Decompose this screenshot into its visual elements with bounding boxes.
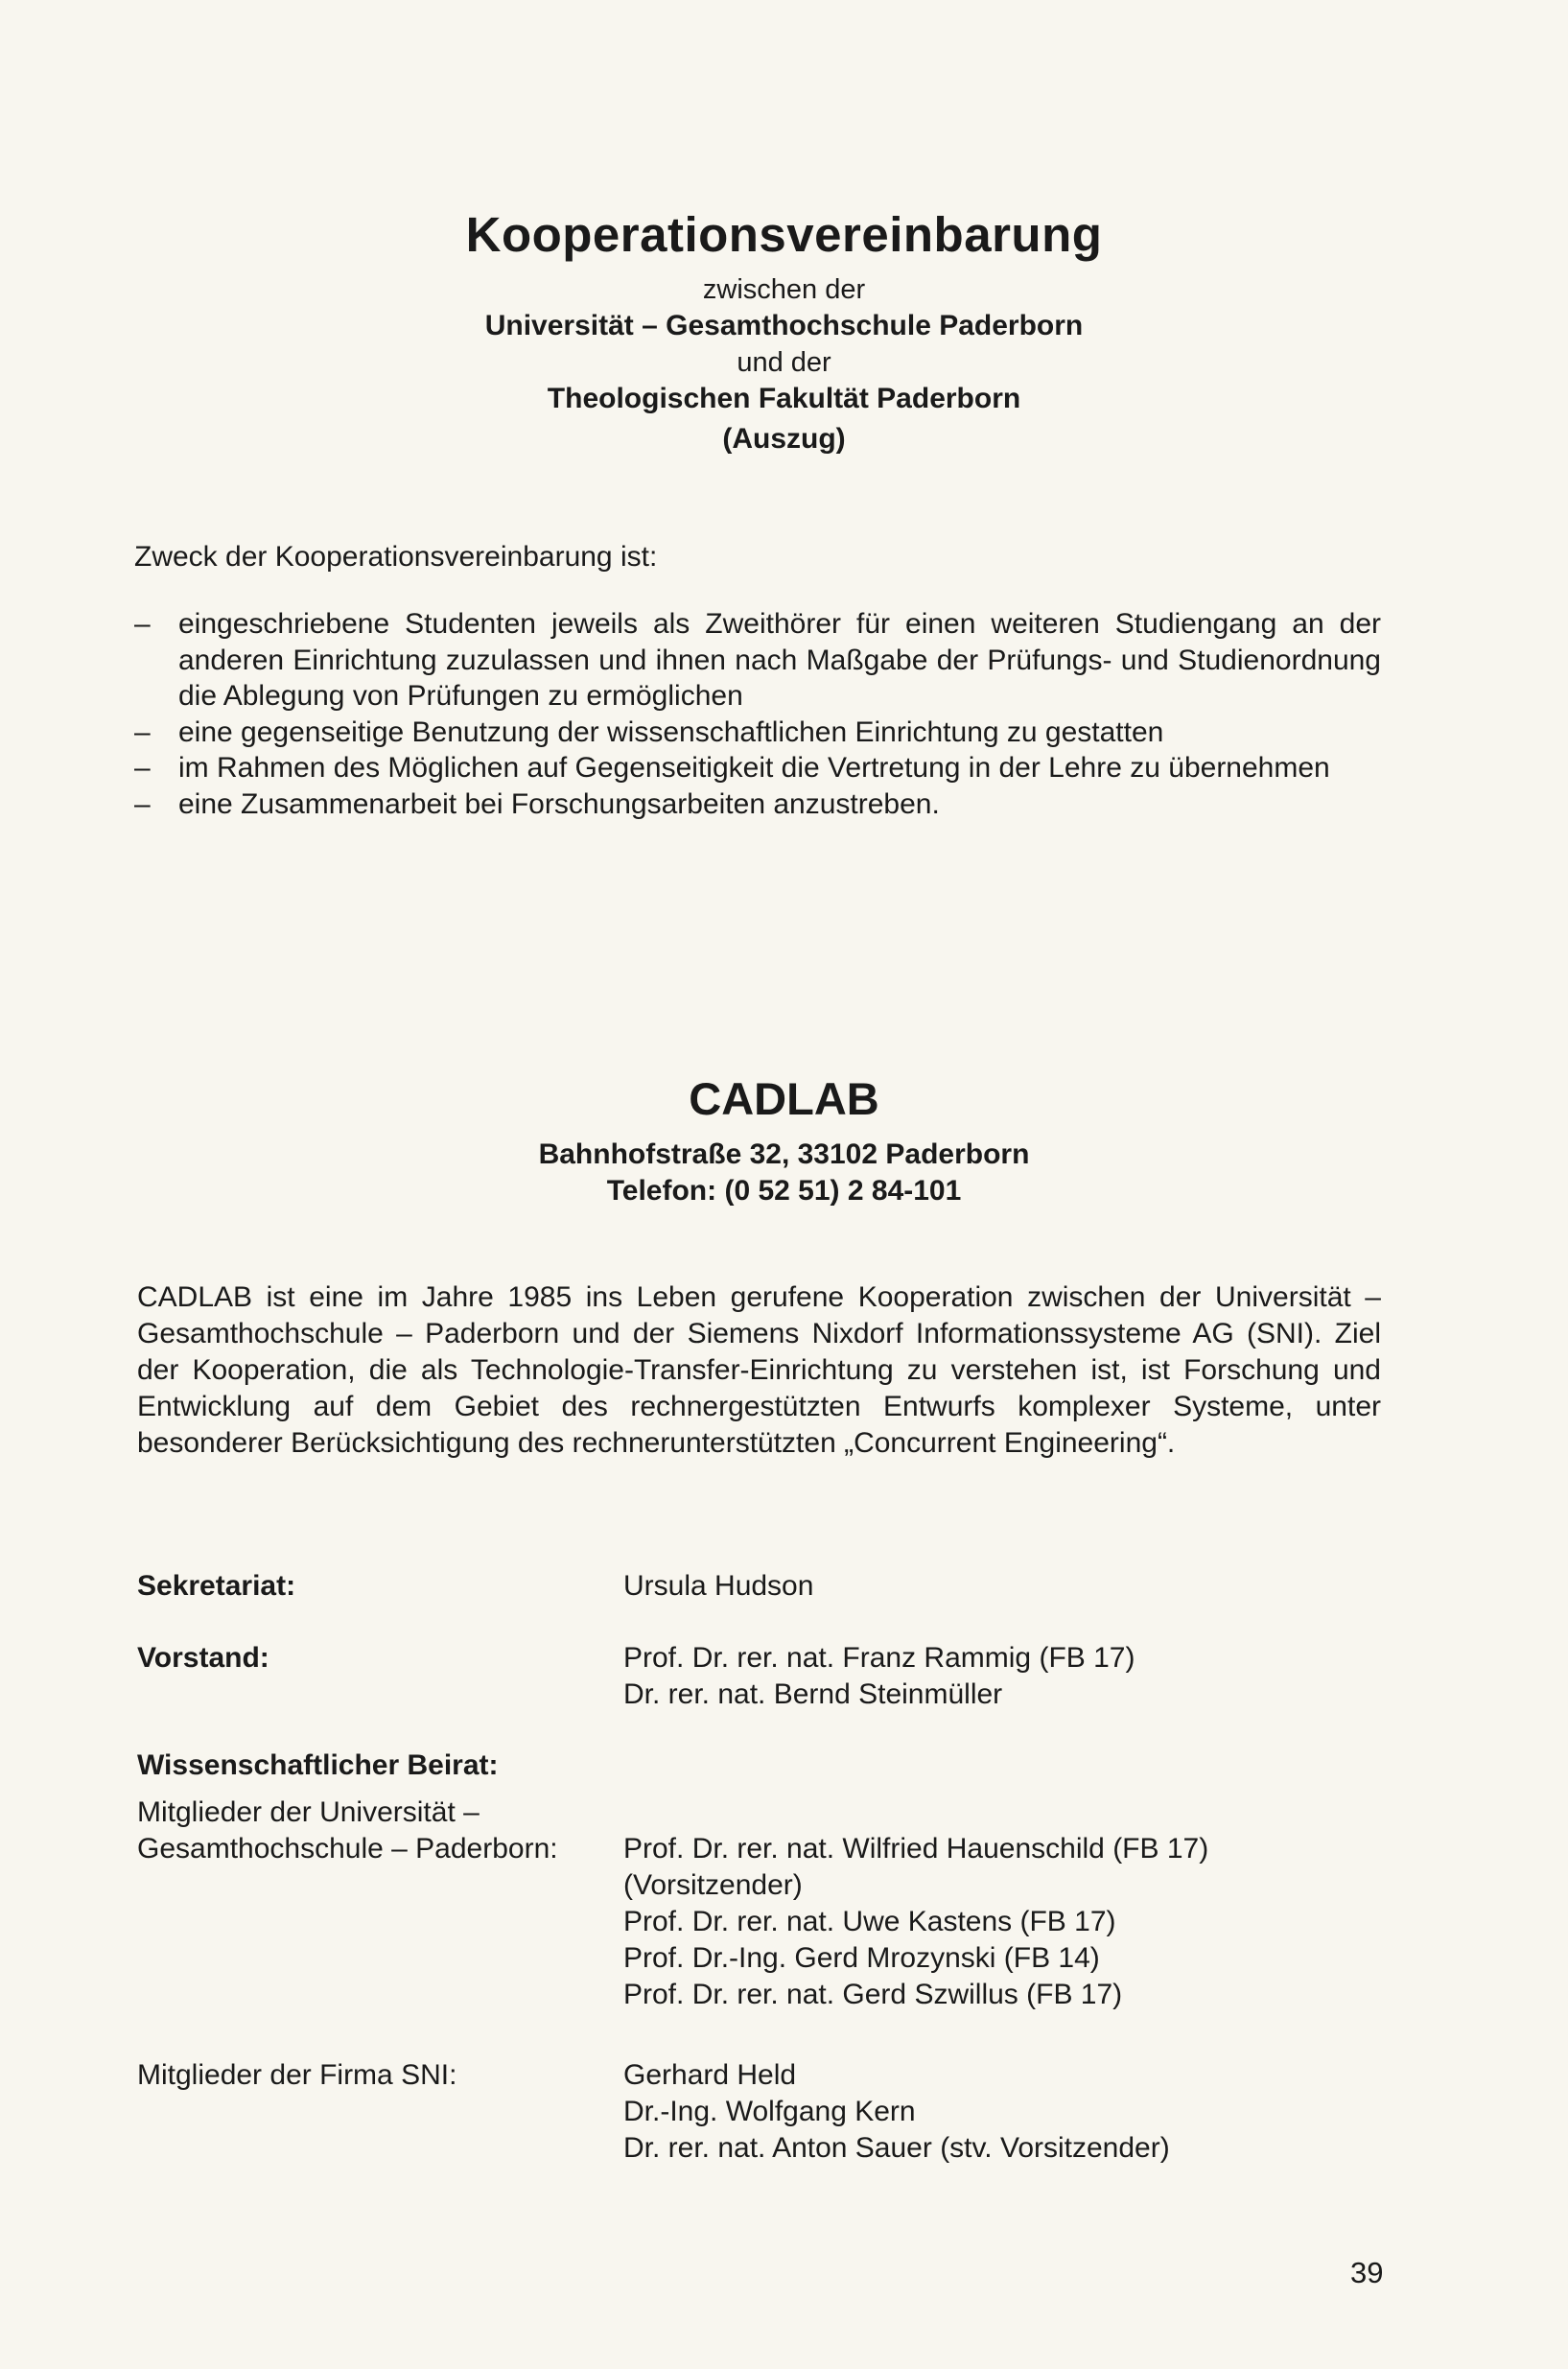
- agreement-line-3: und der: [737, 347, 831, 378]
- agreement-line-5: (Auszug): [722, 423, 846, 455]
- uni-members-label: Mitglieder der Universität – Gesamthochschule – Paderborn:: [137, 1796, 558, 1865]
- vorstand-list: [623, 1640, 1135, 1713]
- sni-members-label: Mitglieder der Firma SNI:: [137, 2059, 457, 2091]
- list-item: Dr.-Ing. Wolfgang Kern: [623, 2096, 916, 2127]
- list-item: – im Rahmen des Möglichen auf Gegenseitigkeit die Vertretung in der Lehre zu übernehmen: [134, 752, 1330, 784]
- page-number: 39: [1350, 2256, 1384, 2289]
- cadlab-title: CADLAB: [689, 1073, 879, 1124]
- agreement-line-1: zwischen der: [702, 274, 866, 305]
- vorstand-member: Prof. Dr. rer. nat. Franz Rammig (FB 17): [623, 1642, 1135, 1674]
- list-item: (Vorsitzender): [623, 1869, 803, 1901]
- list-item: – eine Zusammenarbeit bei Forschungsarbeiten anzustreben.: [134, 787, 940, 820]
- cadlab-description: CADLAB ist eine im Jahre 1985 ins Leben gerufene Kooperation zwischen der Universität – Gesamthochschule – Paderborn und der Siemens Nixdorf Informationssysteme AG (SNI). Ziel der Kooperation, die als Technologie-Transfer-Einrichtung zu verstehen ist, ist Forschung und Entwicklung auf dem Gebiet des rechnergestützten Entwurfs komplexer Systeme, unter besonderer Berücksichtigung des rechnerunterstützten „Concurrent Engineering“.: [137, 1281, 1381, 1459]
- agreement-line-2: Universität – Gesamthochschule Paderborn: [484, 310, 1084, 341]
- list-item: Dr. rer. nat. Anton Sauer (stv. Vorsitzender): [623, 2132, 1170, 2164]
- list-item: – eingeschriebene Studenten jeweils als Zweithörer für einen weiteren Studiengang an der anderen Einrichtung zuzulassen und ihnen nach Maßgabe der Prüfungs- und Studienordnung die Ablegung von Prüfungen zu ermöglichen: [134, 608, 1381, 712]
- list-item: – eine gegenseitige Benutzung der wissenschaftlichen Einrichtung zu gestatten: [134, 715, 1164, 748]
- beirat-label: Wissenschaftlicher Beirat:: [137, 1749, 499, 1781]
- list-item: Prof. Dr.-Ing. Gerd Mrozynski (FB 14): [623, 1942, 1100, 1974]
- list-item: Prof. Dr. rer. nat. Uwe Kastens (FB 17): [623, 1906, 1116, 1937]
- vorstand-label: Vorstand:: [137, 1642, 269, 1674]
- list-item: Prof. Dr. rer. nat. Wilfried Hauenschild (FB 17): [623, 1833, 1209, 1865]
- agreement-intro: Zweck der Kooperationsvereinbarung ist:: [134, 541, 658, 573]
- agreement-title: Kooperationsvereinbarung: [465, 207, 1103, 262]
- list-item: Prof. Dr. rer. nat. Gerd Szwillus (FB 17): [623, 1979, 1123, 2010]
- list-item: Gerhard Held: [623, 2059, 797, 2091]
- cadlab-address: Bahnhofstraße 32, 33102 Paderborn: [538, 1138, 1030, 1170]
- sekretariat-value: Ursula Hudson: [623, 1570, 814, 1602]
- uni-members-list: [623, 1831, 1208, 2013]
- agreement-header: [0, 271, 1568, 457]
- sni-members-list: [623, 2057, 1170, 2167]
- agreement-line-4: Theologischen Fakultät Paderborn: [547, 383, 1021, 414]
- agreement-purpose-list: [134, 606, 1381, 822]
- vorstand-member: Dr. rer. nat. Bernd Steinmüller: [623, 1678, 1003, 1710]
- sekretariat-label: Sekretariat:: [137, 1570, 296, 1602]
- cadlab-contact: [0, 1137, 1568, 1209]
- cadlab-phone: Telefon: (0 52 51) 2 84-101: [606, 1175, 962, 1207]
